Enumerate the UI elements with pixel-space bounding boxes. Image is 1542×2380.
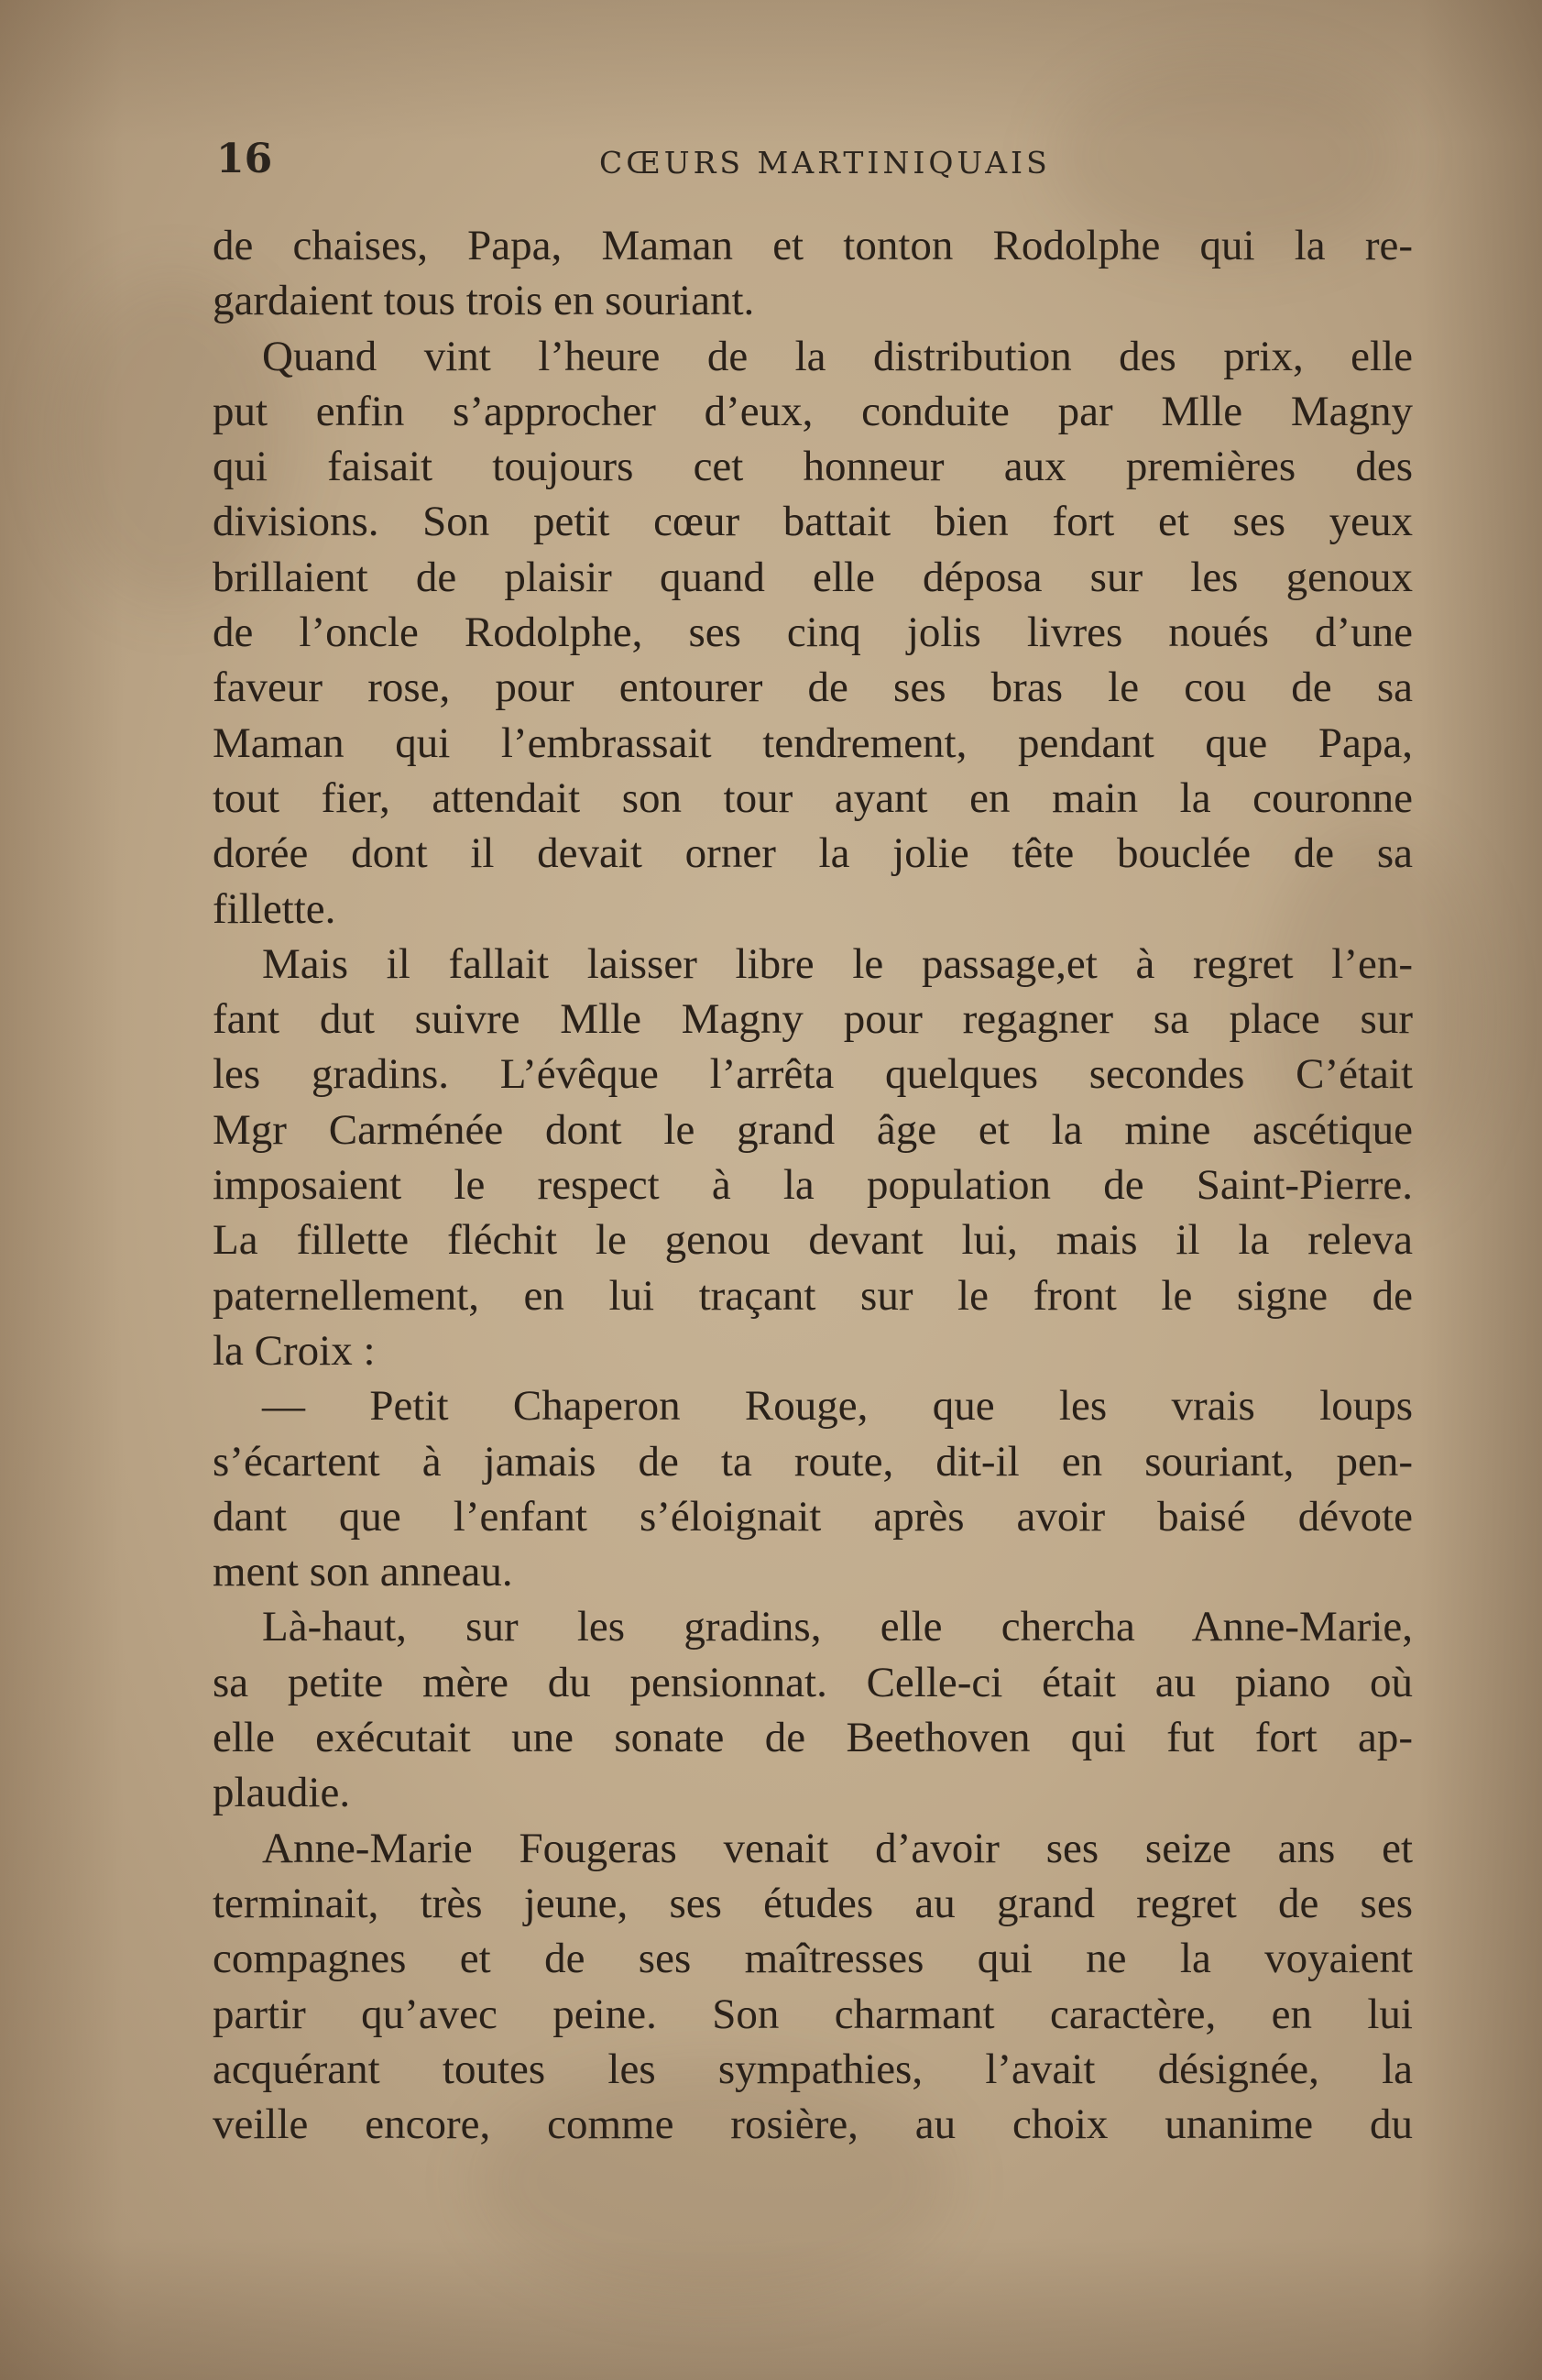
page-number: 16 (216, 136, 273, 182)
text-line: tout fier, attendait son tour ayant en main la couronne (213, 773, 1413, 822)
text-line: acquérant toutes les sympathies, l’avait désignée, la (213, 2045, 1413, 2093)
text-line: dant que l’enfant s’éloignait après avoir baisé dévote (213, 1492, 1413, 1541)
text-line: imposaient le respect à la population de Saint-Pierre. (213, 1161, 1413, 1210)
text-line: La fillette fléchit le genou devant lui, mais il la releva (213, 1216, 1413, 1265)
text-line: paternellement, en lui traçant sur le front le signe de (213, 1271, 1413, 1320)
text-line: veille encore, comme rosière, au choix unanime du (213, 2100, 1413, 2149)
text-line: Anne-Marie Fougeras venait d’avoir ses seize ans et (262, 1824, 1413, 1872)
text-line: la Croix : (213, 1326, 376, 1375)
text-line: Là-haut, sur les gradins, elle chercha Anne-Marie, (262, 1603, 1413, 1651)
text-line: qui faisait toujours cet honneur aux premières des (213, 443, 1413, 491)
running-title: CŒURS MARTINIQUAIS (599, 145, 1051, 181)
text-line: faveur rose, pour entourer de ses bras le cou de sa (213, 664, 1413, 712)
text-line: partir qu’avec peine. Son charmant caractère, en lui (213, 1990, 1413, 2038)
text-line: ment son anneau. (213, 1548, 513, 1596)
text-line: sa petite mère du pensionnat. Celle-ci était au piano où (213, 1658, 1413, 1706)
text-line: Quand vint l’heure de la distribution des prix, elle (262, 332, 1413, 380)
text-line: fillette. (213, 884, 336, 933)
text-line: — Petit Chaperon Rouge, que les vrais loups (262, 1382, 1413, 1431)
text-line: plaudie. (213, 1769, 351, 1817)
text-line: divisions. Son petit cœur battait bien fort et ses yeux (213, 498, 1413, 546)
text-line: Mais il fallait laisser libre le passage,et à regret l’en- (262, 939, 1413, 988)
body-text (213, 218, 1413, 2152)
text-line: dorée dont il devait orner la jolie tête bouclée de sa (213, 829, 1413, 878)
text-line: Maman qui l’embrassait tendrement, pendant que Papa, (213, 718, 1413, 767)
text-line: terminait, très jeune, ses études au grand regret de ses (213, 1879, 1413, 1927)
text-line: de l’oncle Rodolphe, ses cinq jolis livres noués d’une (213, 609, 1413, 657)
text-line: Mgr Carménée dont le grand âge et la mine ascétique (213, 1105, 1413, 1154)
text-line: brillaient de plaisir quand elle déposa sur les genoux (213, 553, 1413, 601)
text-line: compagnes et de ses maîtresses qui ne la voyaient (213, 1935, 1413, 1983)
text-line: put enfin s’approcher d’eux, conduite par Mlle Magny (213, 387, 1413, 435)
text-line: de chaises, Papa, Maman et tonton Rodolphe qui la re- (213, 222, 1413, 269)
running-header (213, 136, 1413, 181)
text-line: elle exécutait une sonate de Beethoven qui fut fort ap- (213, 1714, 1413, 1762)
text-line: s’écartent à jamais de ta route, dit-il en souriant, pen- (213, 1437, 1413, 1486)
text-line: fant dut suivre Mlle Magny pour regagner sa place sur (213, 995, 1413, 1044)
text-line: gardaient tous trois en souriant. (213, 277, 755, 325)
text-line: les gradins. L’évêque l’arrêta quelques secondes C’était (213, 1050, 1413, 1099)
